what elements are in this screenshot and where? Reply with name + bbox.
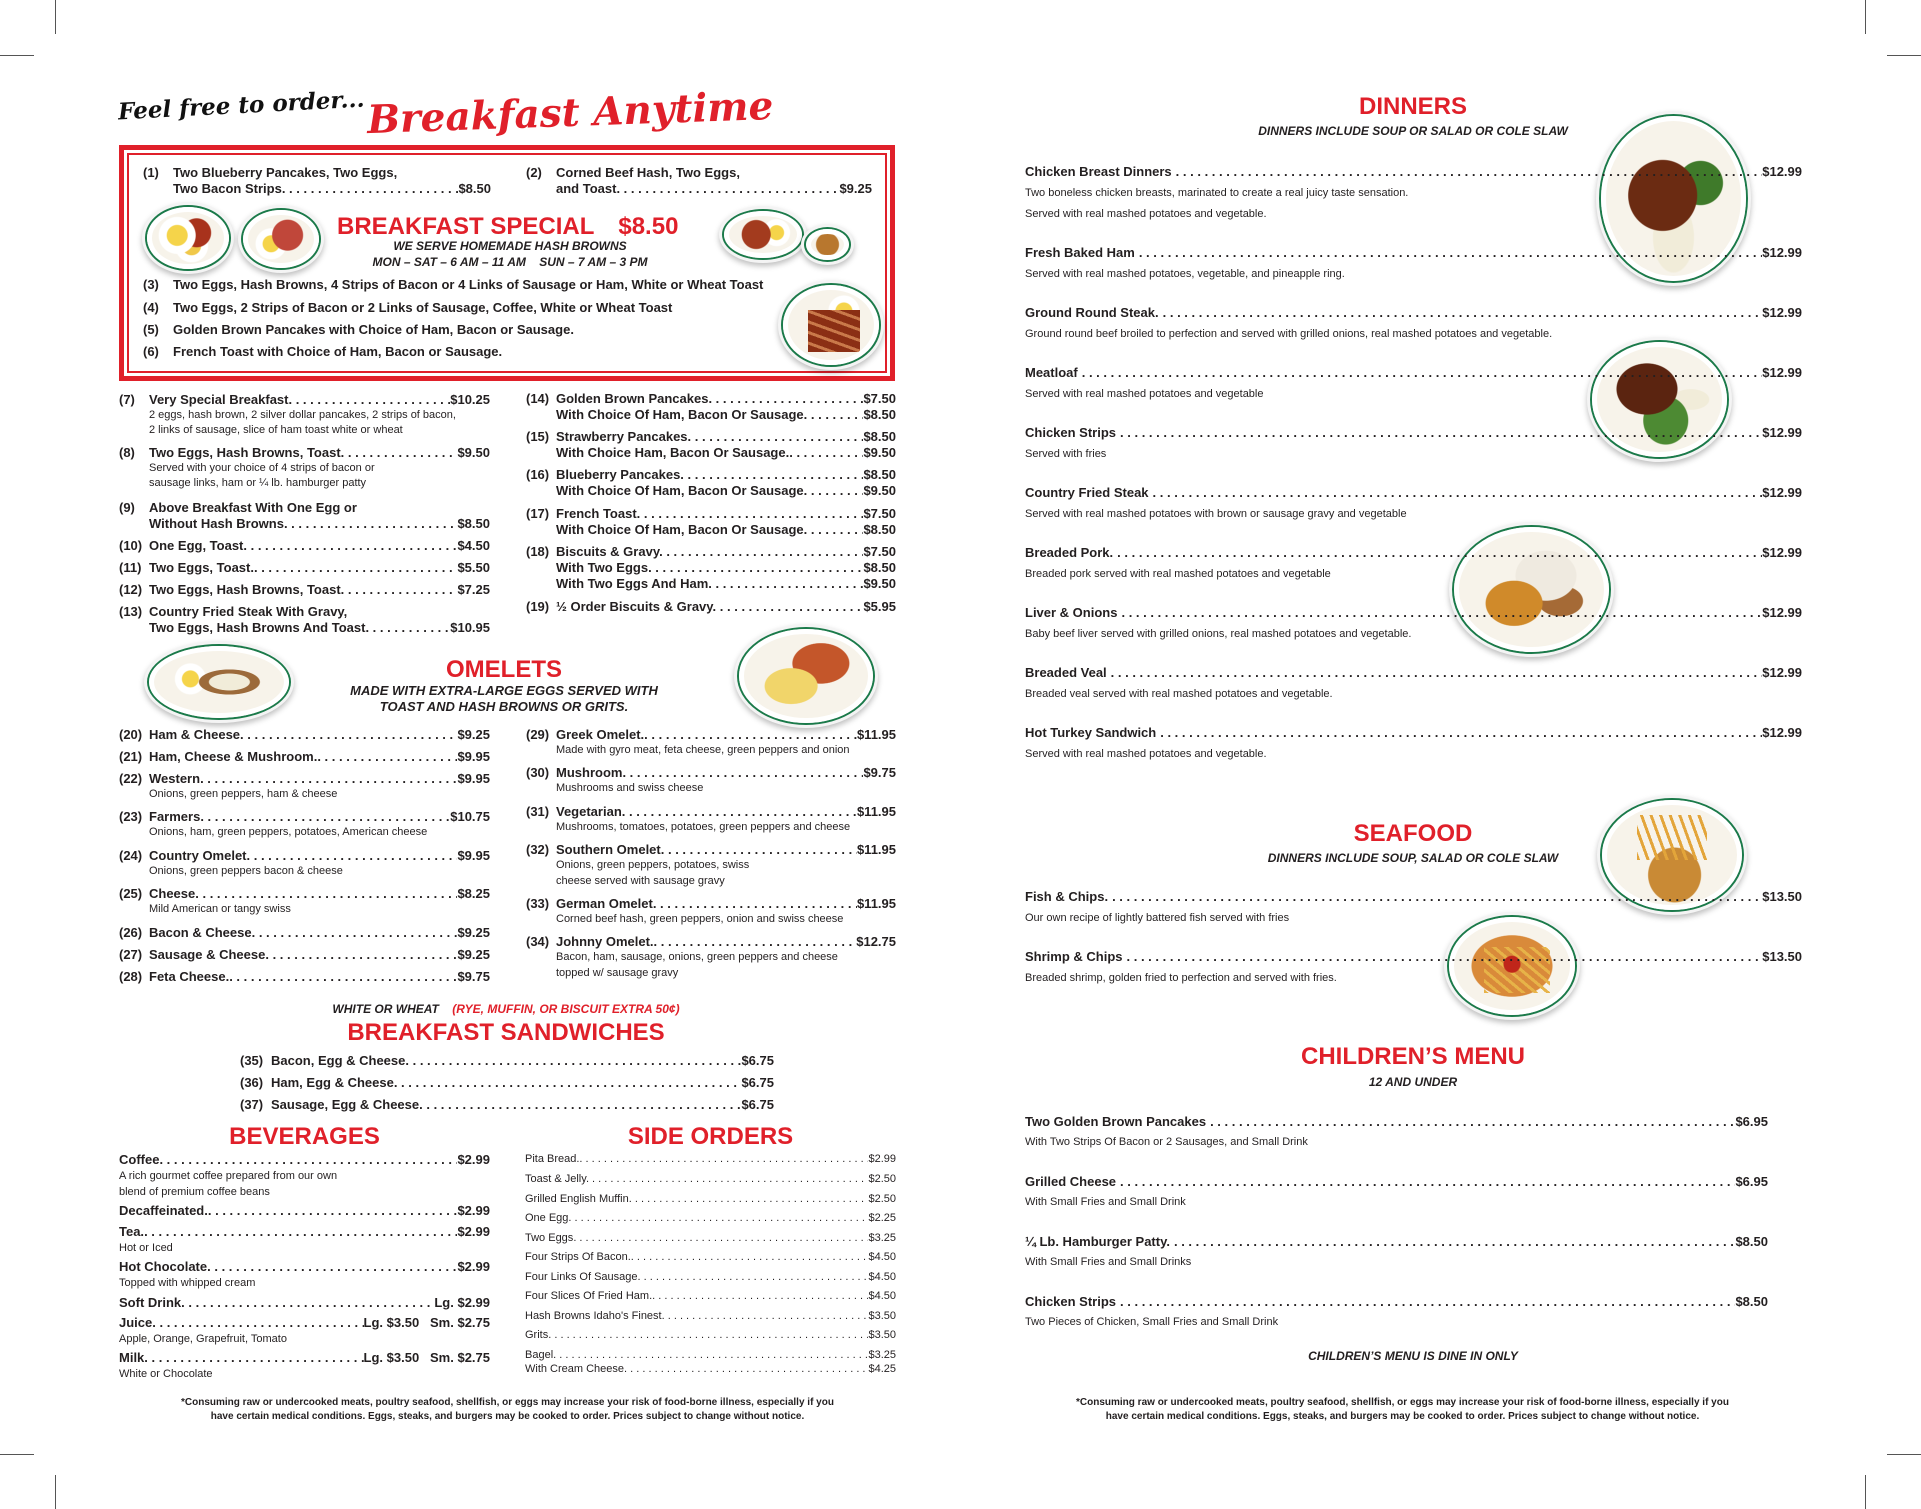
dinners-subtitle: DINNERS INCLUDE SOUP OR SALAD OR COLE SLAW: [1258, 124, 1568, 138]
menu-item-31: (31) Vegetarian . . . $11.95: [526, 804, 896, 820]
menu-item-11: (11) Two Eggs, Toast. . . . $5.50: [119, 560, 490, 576]
beverage-milk-desc: White or Chocolate: [119, 1368, 213, 1380]
beverage-coffee: Coffee . . . $2.99: [119, 1152, 490, 1168]
side-item: Bagel . . . $3.25: [525, 1349, 896, 1362]
menu-item-25: (25) Cheese . . . $8.25: [119, 886, 490, 902]
menu-item-34-desc: Bacon, ham, sausage, onions, green peppers and cheese: [556, 951, 838, 963]
dinner-item: Breaded Pork. . . . $12.99: [1025, 545, 1802, 561]
ham-eggs-plate-image: [243, 210, 319, 268]
tagline: Feel free to order...: [117, 85, 366, 126]
menu-item-13-line2: Two Eggs, Hash Browns And Toast . . . $10.95: [149, 620, 490, 636]
dinner-item-desc: Ground round beef broiled to perfection and served with grilled onions, real mashed potatoes and vegetable.: [1025, 328, 1553, 340]
menu-item-14: (14) Golden Brown Pancakes . . . $7.50: [526, 391, 896, 407]
menu-item-22: (22) Western . . . $9.95: [119, 771, 490, 787]
french-toast-plate-image: [806, 229, 849, 260]
menu-item-33: (33) German Omelet . . . $11.95: [526, 896, 896, 912]
menu-item-33-desc: Corned beef hash, green peppers, onion and swiss cheese: [556, 913, 844, 925]
seafood-item: Shrimp & Chips . . . $13.50: [1025, 949, 1802, 965]
omelets-title: OMELETS: [445, 656, 562, 683]
special-item-1-line2: Two Bacon Strips . . . $8.50: [173, 181, 491, 197]
childrens-item-desc: Two Pieces of Chicken, Small Fries and Small Drink: [1025, 1316, 1279, 1328]
menu-item-14-sub: With Choice Of Ham, Bacon Or Sausage . . . $8.50: [556, 407, 896, 423]
side-item: Four Links Of Sausage . . . $4.50: [525, 1271, 896, 1284]
beverage-tea-desc: Hot or Iced: [119, 1242, 173, 1254]
childrens-item-desc: With Two Strips Of Bacon or 2 Sausages, and Small Drink: [1025, 1136, 1308, 1148]
dinner-item: Fresh Baked Ham . . . $12.99: [1025, 245, 1802, 261]
menu-item-18: (18) Biscuits & Gravy . . . $7.50: [526, 544, 896, 560]
menu-item-12: (12) Two Eggs, Hash Browns, Toast . . . $7.25: [119, 582, 490, 598]
special-item-2-line2: and Toast . . . $9.25: [556, 181, 872, 197]
side-item: With Cream Cheese . . . $4.25: [525, 1363, 896, 1376]
dinner-item: Country Fried Steak . . . $12.99: [1025, 485, 1802, 501]
childrens-item: Chicken Strips . . . $8.50: [1025, 1294, 1768, 1310]
dinner-item-desc: Served with real mashed potatoes and vegetable.: [1025, 208, 1267, 220]
menu-item-32: (32) Southern Omelet . . . $11.95: [526, 842, 896, 858]
dinner-item-desc: Two boneless chicken breasts, marinated to create a real juicy taste sensation.: [1025, 187, 1409, 199]
dinner-item-desc: Served with real mashed potatoes, vegetable, and pineapple ring.: [1025, 268, 1345, 280]
menu-item-9-line2: Without Hash Browns . . . $8.50: [149, 516, 490, 532]
menu-item-21: (21) Ham, Cheese & Mushroom. . . . $9.95: [119, 749, 490, 765]
menu-item-22-desc: Onions, green peppers, ham & cheese: [149, 788, 338, 800]
special-item-3: (3) Two Eggs, Hash Browns, 4 Strips of Bacon or 4 Links of Sausage or Ham, White or Wheat Toast: [143, 277, 764, 292]
side-item: Toast & Jelly . . . $2.50: [525, 1173, 896, 1186]
side-item: Two Eggs . . . $3.25: [525, 1232, 896, 1245]
special-item-1: (1) Two Blueberry Pancakes, Two Eggs,: [143, 165, 398, 180]
crop-mark: [0, 1454, 34, 1455]
bacon-eggs-plate-image: [147, 207, 229, 269]
crop-mark: [0, 55, 34, 56]
menu-item-9: (9) Above Breakfast With One Egg or: [119, 500, 357, 515]
menu-item-15-sub: With Choice Ham, Bacon Or Sausage. . . . $9.50: [556, 445, 896, 461]
shrimp-chips-plate-image: [1449, 917, 1575, 1015]
menu-item-8: (8) Two Eggs, Hash Browns, Toast . . . $9.50: [119, 445, 490, 461]
menu-item-16: (16) Blueberry Pancakes . . . $8.50: [526, 467, 896, 483]
menu-item-8-desc2: sausage links, ham or ¼ lb. hamburger patty: [149, 477, 367, 489]
beverage-coffee-desc: A rich gourmet coffee prepared from our own: [119, 1170, 338, 1182]
crop-mark: [1865, 1475, 1866, 1509]
dinner-item: Chicken Strips . . . $12.99: [1025, 425, 1802, 441]
menu-item-25-desc: Mild American or tangy swiss: [149, 903, 291, 915]
menu-item-23-desc: Onions, ham, green peppers, potatoes, American cheese: [149, 826, 428, 838]
beverage-juice: Juice . . . Lg. $3.50 Sm. $2.75: [119, 1315, 490, 1331]
menu-item-15: (15) Strawberry Pancakes . . . $8.50: [526, 429, 896, 445]
seafood-item: Fish & Chips. . . . $13.50: [1025, 889, 1802, 905]
menu-item-17: (17) French Toast . . . $7.50: [526, 506, 896, 522]
beverage-juice-desc: Apple, Orange, Grapefruit, Tomato: [119, 1333, 287, 1345]
omelets-subtitle2: TOAST AND HASH BROWNS OR GRITS.: [379, 699, 629, 714]
menu-item-32-desc2: cheese served with sausage gravy: [556, 875, 725, 887]
beverage-coffee-desc2: blend of premium coffee beans: [119, 1186, 270, 1198]
menu-item-35: (35) Bacon, Egg & Cheese . . . $6.75: [240, 1053, 774, 1069]
special-subtitle: WE SERVE HOMEMADE HASH BROWNS: [393, 239, 627, 253]
seafood-item-desc: Breaded shrimp, golden fried to perfection and served with fries.: [1025, 972, 1337, 984]
beverages-title: BEVERAGES: [229, 1123, 380, 1150]
childrens-item: Two Golden Brown Pancakes . . . $6.95: [1025, 1114, 1768, 1130]
side-item: Grits . . . $3.50: [525, 1329, 896, 1342]
dinner-item: Liver & Onions . . . $12.99: [1025, 605, 1802, 621]
side-item: One Egg . . . $2.25: [525, 1212, 896, 1225]
childrens-menu-title: CHILDREN’S MENU: [1300, 1043, 1525, 1070]
side-item: Pita Bread. . . . $2.99: [525, 1153, 896, 1166]
dinners-title: DINNERS: [1358, 93, 1467, 120]
menu-item-34: (34) Johnny Omelet. . . . $12.75: [526, 934, 896, 950]
disclaimer-right: [1000, 1396, 1805, 1424]
omelet-plate-image: [739, 629, 873, 723]
dinner-item-desc: Breaded veal served with real mashed potatoes and vegetable.: [1025, 688, 1333, 700]
menu-item-18-sub: With Two Eggs . . . $8.50: [556, 560, 896, 576]
menu-item-7-desc2: 2 links of sausage, slice of ham toast white or wheat: [149, 424, 403, 436]
side-item: Four Strips Of Bacon. . . . $4.50: [525, 1251, 896, 1264]
beverage-decaf: Decaffeinated. . . . $2.99: [119, 1203, 490, 1219]
menu-item-28: (28) Feta Cheese. . . . $9.75: [119, 969, 490, 985]
beverage-hot-chocolate-desc: Topped with whipped cream: [119, 1277, 256, 1289]
dinner-item-desc: Baby beef liver served with grilled onions, real mashed potatoes and vegetable.: [1025, 628, 1412, 640]
menu-item-17-sub: With Choice Of Ham, Bacon Or Sausage . . . $8.50: [556, 522, 896, 538]
dinner-item-desc: Served with real mashed potatoes with brown or sausage gravy and vegetable: [1025, 508, 1407, 520]
menu-item-7-desc: 2 eggs, hash brown, 2 silver dollar pancakes, 2 strips of bacon,: [149, 409, 456, 421]
menu-item-31-desc: Mushrooms, tomatoes, potatoes, green peppers and cheese: [556, 821, 851, 833]
special-title: BREAKFAST SPECIAL $8.50: [337, 213, 679, 240]
menu-item-24-desc: Onions, green peppers bacon & cheese: [149, 865, 343, 877]
menu-item-29: (29) Greek Omelet. . . . $11.95: [526, 727, 896, 743]
disclaimer-line: *Consuming raw or undercooked meats, poultry seafood, shellfish, or eggs may increase your risk of food-borne illness, especially if you: [1076, 1397, 1729, 1408]
childrens-menu-note: CHILDREN’S MENU IS DINE IN ONLY: [1308, 1349, 1518, 1363]
menu-item-19: (19) ½ Order Biscuits & Gravy . . . $5.95: [526, 599, 896, 615]
disclaimer-line: have certain medical conditions. Eggs, steaks, and burgers may be cooked to order. Prices subject to change without notice.: [210, 1411, 805, 1422]
menu-item-8-desc: Served with your choice of 4 strips of bacon or: [149, 462, 375, 474]
menu-item-7: (7) Very Special Breakfast . . . $10.25: [119, 392, 490, 408]
disclaimer-line: have certain medical conditions. Eggs, steaks, and burgers may be cooked to order. Prices subject to change without notice.: [1105, 1411, 1700, 1422]
disclaimer-left: [110, 1396, 905, 1424]
sandwiches-title: BREAKFAST SANDWICHES: [347, 1019, 665, 1046]
beverage-tea: Tea. . . . $2.99: [119, 1224, 490, 1240]
special-item-4: (4) Two Eggs, 2 Strips of Bacon or 2 Links of Sausage, Coffee, White or Wheat Toast: [143, 300, 673, 315]
side-item: Four Slices Of Fried Ham. . . . $4.50: [525, 1290, 896, 1303]
menu-item-26: (26) Bacon & Cheese . . . $9.25: [119, 925, 490, 941]
menu-item-30: (30) Mushroom . . . $9.75: [526, 765, 896, 781]
crop-mark: [1865, 0, 1866, 34]
beverage-hot-chocolate: Hot Chocolate . . . $2.99: [119, 1259, 490, 1275]
seafood-title: SEAFOOD: [1353, 820, 1473, 847]
menu-item-32-desc: Onions, green peppers, potatoes, swiss: [556, 859, 750, 871]
crop-mark: [1887, 55, 1921, 56]
menu-item-18-sub2: With Two Eggs And Ham . . . $9.50: [556, 576, 896, 592]
childrens-item-desc: With Small Fries and Small Drink: [1025, 1196, 1186, 1208]
menu-item-13: (13) Country Fried Steak With Gravy,: [119, 604, 348, 619]
menu-item-36: (36) Ham, Egg & Cheese . . . $6.75: [240, 1075, 774, 1091]
crop-mark: [1887, 1454, 1921, 1455]
menu-item-16-sub: With Choice Of Ham, Bacon Or Sausage . . . $9.50: [556, 483, 896, 499]
menu-item-34-desc2: topped w/ sausage gravy: [556, 967, 679, 979]
dinner-item: Meatloaf . . . $12.99: [1025, 365, 1802, 381]
menu-item-24: (24) Country Omelet . . . $9.95: [119, 848, 490, 864]
crop-mark: [55, 0, 56, 34]
headline: Breakfast Anytime: [366, 82, 775, 144]
dinner-item: Breaded Veal . . . $12.99: [1025, 665, 1802, 681]
childrens-item: ¼ Lb. Hamburger Patty. . . . $8.50: [1025, 1234, 1768, 1250]
dinner-item-desc: Served with real mashed potatoes and vegetable: [1025, 388, 1264, 400]
disclaimer-line: *Consuming raw or undercooked meats, poultry seafood, shellfish, or eggs may increase your risk of food-borne illness, especially if you: [181, 1397, 834, 1408]
side-orders-title: SIDE ORDERS: [627, 1123, 794, 1150]
childrens-item-desc: With Small Fries and Small Drinks: [1025, 1256, 1192, 1268]
dinner-item-desc: Served with real mashed potatoes and vegetable.: [1025, 748, 1267, 760]
menu-item-23: (23) Farmers . . . $10.75: [119, 809, 490, 825]
dinner-item: Chicken Breast Dinners . . . $12.99: [1025, 164, 1802, 180]
omelets-subtitle: MADE WITH EXTRA-LARGE EGGS SERVED WITH: [350, 683, 658, 698]
menu-item-30-desc: Mushrooms and swiss cheese: [556, 782, 704, 794]
side-item: Grilled English Muffin . . . $2.50: [525, 1193, 896, 1206]
dinner-item: Hot Turkey Sandwich . . . $12.99: [1025, 725, 1802, 741]
childrens-menu-subtitle: 12 AND UNDER: [1368, 1075, 1458, 1089]
seafood-subtitle: DINNERS INCLUDE SOUP, SALAD OR COLE SLAW: [1267, 851, 1559, 865]
sausage-links-plate-image: [783, 285, 879, 365]
beverage-soft-drink: Soft Drink . . . Lg. $2.99: [119, 1295, 490, 1311]
seafood-item-desc: Our own recipe of lightly battered fish served with fries: [1025, 912, 1290, 924]
special-item-2: (2) Corned Beef Hash, Two Eggs,: [526, 165, 740, 180]
special-hours: MON – SAT – 6 AM – 11 AM SUN – 7 AM – 3 PM: [372, 255, 648, 269]
dinner-item-desc: Breaded pork served with real mashed potatoes and vegetable: [1025, 568, 1331, 580]
sandwich-bread-note: WHITE OR WHEAT (RYE, MUFFIN, OR BISCUIT EXTRA 50¢): [332, 1002, 680, 1016]
crop-mark: [55, 1475, 56, 1509]
sausage-eggs-plate-image: [724, 211, 802, 258]
beverage-milk: Milk . . . Lg. $3.50 Sm. $2.75: [119, 1350, 490, 1366]
side-item: Hash Browns Idaho's Finest . . . $3.50: [525, 1310, 896, 1323]
childrens-item: Grilled Cheese . . . $6.95: [1025, 1174, 1768, 1190]
country-fried-steak-plate-image: [149, 646, 289, 718]
dinner-item-desc: Served with fries: [1025, 448, 1107, 460]
menu-item-10: (10) One Egg, Toast . . . $4.50: [119, 538, 490, 554]
dinner-item: Ground Round Steak. . . . $12.99: [1025, 305, 1802, 321]
menu-item-29-desc: Made with gyro meat, feta cheese, green peppers and onion: [556, 744, 850, 756]
menu-item-27: (27) Sausage & Cheese . . . $9.25: [119, 947, 490, 963]
menu-item-20: (20) Ham & Cheese . . . $9.25: [119, 727, 490, 743]
special-item-5: (5) Golden Brown Pancakes with Choice of Ham, Bacon or Sausage.: [143, 322, 574, 337]
special-item-6: (6) French Toast with Choice of Ham, Bacon or Sausage.: [143, 344, 503, 359]
menu-item-37: (37) Sausage, Egg & Cheese . . . $6.75: [240, 1097, 774, 1113]
